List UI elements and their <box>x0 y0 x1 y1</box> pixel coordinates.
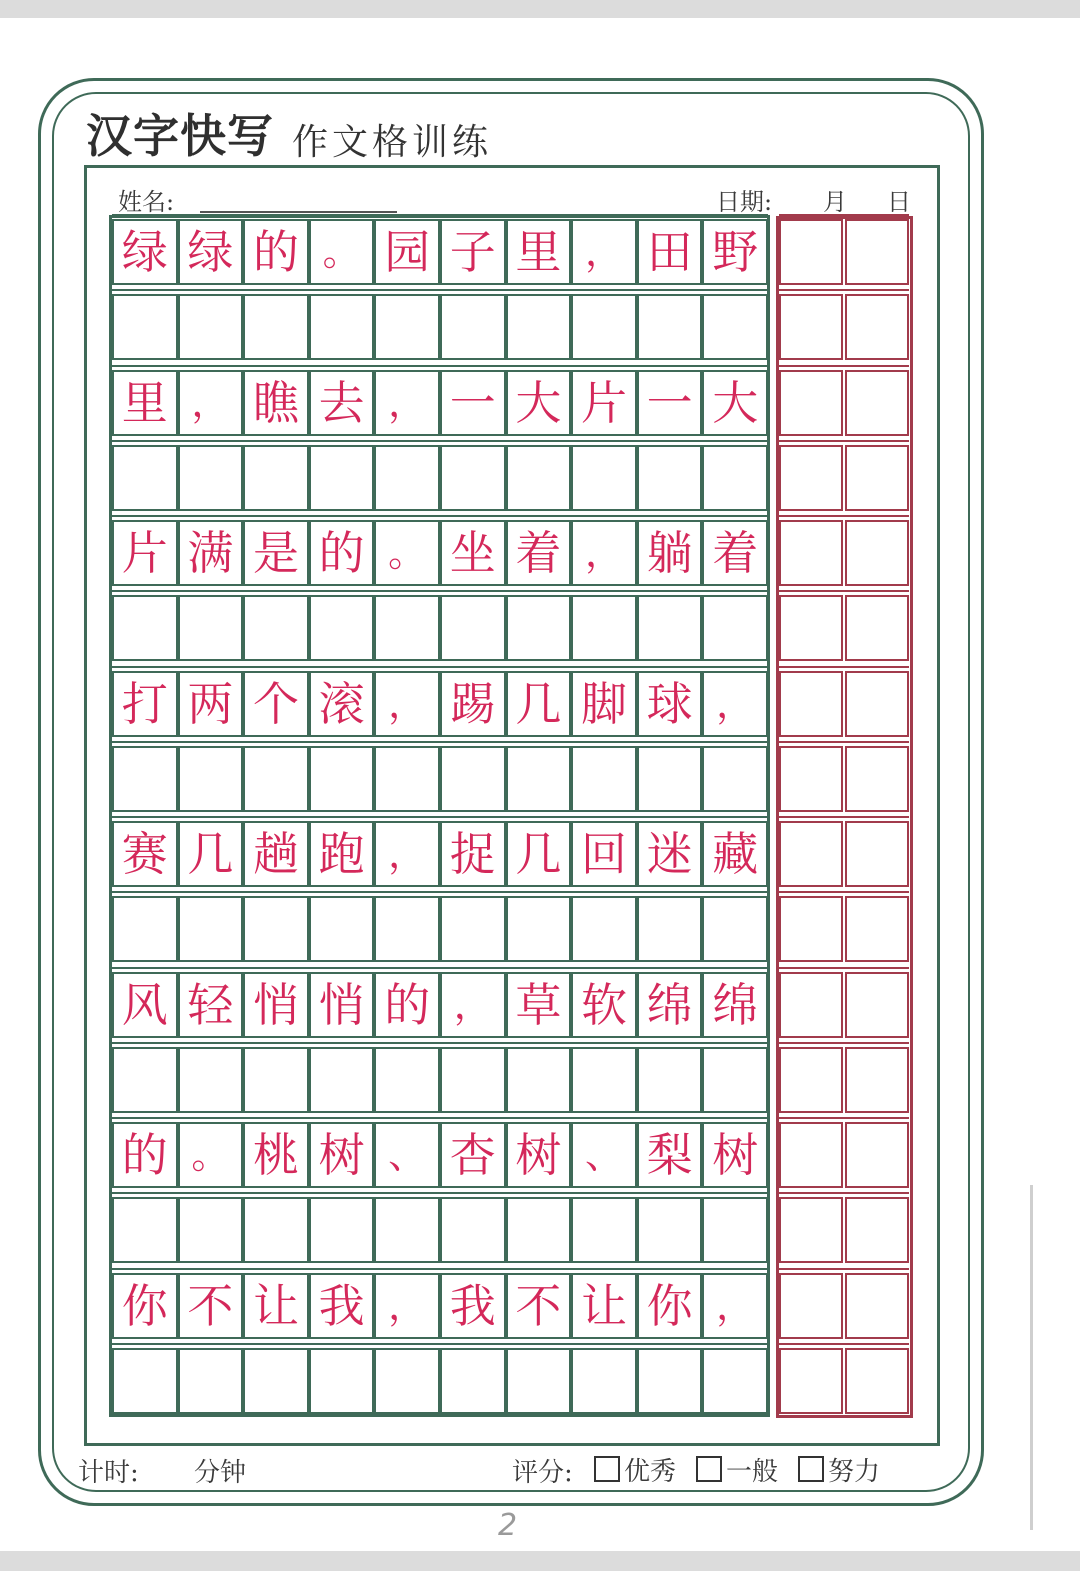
timer-label: 计时: <box>78 1458 139 1488</box>
grid-cell: 回 <box>571 821 637 887</box>
grid-cell: 片 <box>571 370 637 436</box>
grid-cell: ， <box>440 972 506 1038</box>
grid-cell: ， <box>702 1273 768 1339</box>
score-option-label: 努力 <box>828 1456 881 1487</box>
grid-cell: 满 <box>178 520 244 586</box>
name-field[interactable] <box>200 211 397 213</box>
grid-cell: ， <box>374 671 440 737</box>
checkbox-icon[interactable] <box>696 1456 722 1482</box>
grid-cell: 草 <box>506 972 572 1038</box>
grid-cell: 着 <box>702 520 768 586</box>
grid-cell: 打 <box>112 671 178 737</box>
grid-cell: 几 <box>178 821 244 887</box>
scan-edge-shadow <box>1030 1185 1033 1530</box>
grid-cell: 让 <box>571 1273 637 1339</box>
minutes-label: 分钟 <box>194 1458 247 1488</box>
grid-cell: 让 <box>243 1273 309 1339</box>
grid-cell: ， <box>571 520 637 586</box>
grid-cell: 梨 <box>637 1122 703 1188</box>
grid-cell: 迷 <box>637 821 703 887</box>
practice-column-frame <box>776 216 913 1418</box>
grid-cell: 子 <box>440 219 506 285</box>
date-label: 日期: <box>716 188 773 216</box>
grid-cell: 球 <box>637 671 703 737</box>
grid-cell: 树 <box>309 1122 375 1188</box>
grid-cell: 绿 <box>178 219 244 285</box>
grid-cell: ， <box>571 219 637 285</box>
grid-cell: 杏 <box>440 1122 506 1188</box>
grid-cell: 脚 <box>571 671 637 737</box>
grid-cell: 踢 <box>440 671 506 737</box>
worksheet-title: 汉字快写 <box>86 109 274 163</box>
grid-cell: 藏 <box>702 821 768 887</box>
grid-cell: 轻 <box>178 972 244 1038</box>
grid-cell: 滚 <box>309 671 375 737</box>
grid-cell: 不 <box>178 1273 244 1339</box>
grid-cell: 悄 <box>243 972 309 1038</box>
grid-cell: 跑 <box>309 821 375 887</box>
grid-cell: 的 <box>309 520 375 586</box>
date-day-label: 日 <box>887 188 911 216</box>
grid-cell: 田 <box>637 219 703 285</box>
grid-cell: 悄 <box>309 972 375 1038</box>
score-option-average[interactable] <box>696 1452 778 1486</box>
grid-cell: 里 <box>506 219 572 285</box>
grid-cell: 园 <box>374 219 440 285</box>
grid-cell: 的 <box>243 219 309 285</box>
score-option-label: 一般 <box>726 1456 779 1487</box>
grid-cell: 绿 <box>112 219 178 285</box>
grid-cell: ， <box>374 370 440 436</box>
grid-cell: 几 <box>506 821 572 887</box>
grid-cell: 片 <box>112 520 178 586</box>
scan-border-top <box>0 0 1080 18</box>
score-option-excellent[interactable] <box>594 1452 676 1486</box>
grid-cell: 赛 <box>112 821 178 887</box>
date-month-label: 月 <box>823 188 847 216</box>
grid-cell: 是 <box>243 520 309 586</box>
grid-cell: 。 <box>309 219 375 285</box>
grid-cell: 不 <box>506 1273 572 1339</box>
grid-cell: ， <box>374 1273 440 1339</box>
checkbox-icon[interactable] <box>798 1456 824 1482</box>
grid-cell: 、 <box>571 1122 637 1188</box>
grid-cell: ， <box>178 370 244 436</box>
scan-border-bottom <box>0 1551 1080 1571</box>
grid-cell: 风 <box>112 972 178 1038</box>
grid-cell: 去 <box>309 370 375 436</box>
grid-cell: ， <box>374 821 440 887</box>
checkbox-icon[interactable] <box>594 1456 620 1482</box>
name-label: 姓名: <box>118 188 175 216</box>
grid-cell: 一 <box>440 370 506 436</box>
grid-cell: 。 <box>178 1122 244 1188</box>
grid-cell: 、 <box>374 1122 440 1188</box>
grid-cell: 里 <box>112 370 178 436</box>
grid-cell: 瞧 <box>243 370 309 436</box>
grid-cell: 几 <box>506 671 572 737</box>
writing-grid-frame <box>109 215 770 1417</box>
grid-cell: ， <box>702 671 768 737</box>
grid-cell: 绵 <box>637 972 703 1038</box>
grid-cell: 一 <box>637 370 703 436</box>
grid-cell: 你 <box>637 1273 703 1339</box>
grid-cell: 树 <box>506 1122 572 1188</box>
score-option-label: 优秀 <box>624 1456 677 1487</box>
grid-cell: 个 <box>243 671 309 737</box>
grid-cell: 的 <box>112 1122 178 1188</box>
page-number: 2 <box>498 1508 518 1543</box>
grid-cell: 树 <box>702 1122 768 1188</box>
grid-cell: 两 <box>178 671 244 737</box>
grid-cell: 野 <box>702 219 768 285</box>
grid-cell: 。 <box>374 520 440 586</box>
grid-cell: 桃 <box>243 1122 309 1188</box>
score-label: 评分: <box>512 1458 573 1488</box>
grid-cell: 坐 <box>440 520 506 586</box>
score-option-effort[interactable] <box>798 1452 880 1486</box>
worksheet-subtitle: 作文格训练 <box>292 122 493 163</box>
grid-cell: 捉 <box>440 821 506 887</box>
grid-cell: 的 <box>374 972 440 1038</box>
grid-cell: 着 <box>506 520 572 586</box>
grid-cell: 我 <box>309 1273 375 1339</box>
grid-cell: 躺 <box>637 520 703 586</box>
grid-cell: 绵 <box>702 972 768 1038</box>
grid-cell: 大 <box>506 370 572 436</box>
grid-cell: 大 <box>702 370 768 436</box>
grid-cell: 趟 <box>243 821 309 887</box>
grid-cell: 我 <box>440 1273 506 1339</box>
grid-cell: 你 <box>112 1273 178 1339</box>
grid-cell: 软 <box>571 972 637 1038</box>
